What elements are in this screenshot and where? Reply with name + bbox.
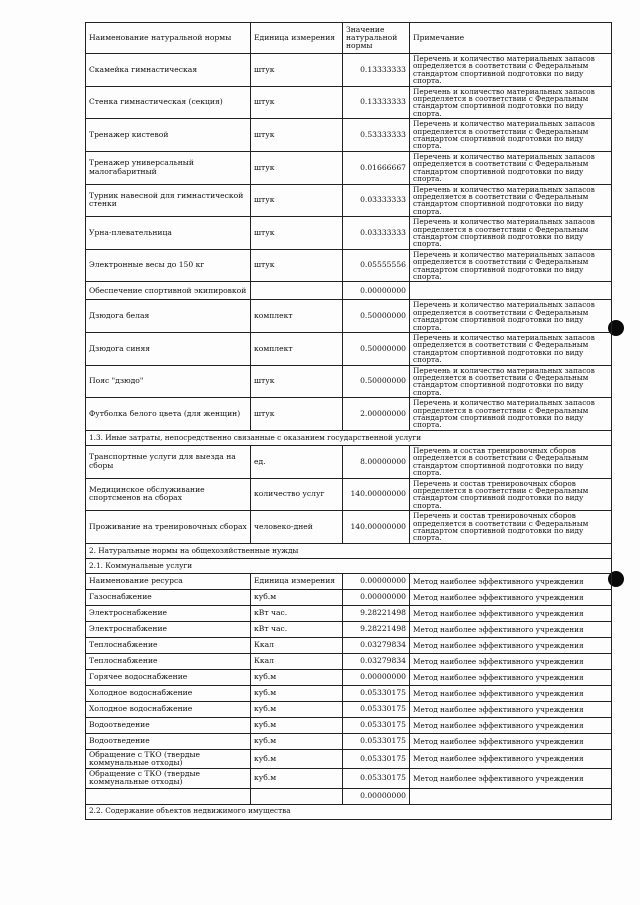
row-name: Пояс "дзюдо" <box>86 365 251 398</box>
row-value: 0.50000000 <box>343 365 410 398</box>
table-header-row <box>86 23 612 54</box>
section-row <box>86 804 612 819</box>
table-row-group <box>86 282 612 300</box>
row-name: Обращение с ТКО (твердые коммунальные отходы) <box>86 749 251 768</box>
header-unit: Единица измерения <box>251 23 343 54</box>
row-name: Электроснабжение <box>86 621 251 637</box>
table-row <box>86 669 612 685</box>
row-note: Перечень и количество материальных запасов определяется в соответствии с Федеральным стандартом спортивной подготовки по виду спорта. <box>410 300 612 333</box>
row-value: 0.53333333 <box>343 119 410 152</box>
table-row <box>86 637 612 653</box>
table-row <box>86 701 612 717</box>
util-header-value: 0.00000000 <box>343 573 410 589</box>
row-unit: куб.м <box>251 701 343 717</box>
row-unit: комплект <box>251 300 343 333</box>
section-title: 1.3. Иные затраты, непосредственно связанные с оказанием государственной услуги <box>86 430 612 445</box>
row-unit: куб.м <box>251 685 343 701</box>
row-name: Транспортные услуги для выезда на сборы <box>86 445 251 478</box>
row-unit <box>251 788 343 804</box>
row-note: Перечень и количество материальных запасов определяется в соответствии с Федеральным стандартом спортивной подготовки по виду спорта. <box>410 119 612 152</box>
table-row <box>86 151 612 184</box>
table-row-total <box>86 788 612 804</box>
row-value: 0.05330175 <box>343 685 410 701</box>
table-row <box>86 119 612 152</box>
row-unit: штук <box>251 54 343 87</box>
row-name: Проживание на тренировочных сборах <box>86 511 251 544</box>
row-note: Метод наиболее эффективного учреждения <box>410 653 612 669</box>
table-row <box>86 733 612 749</box>
row-value: 2.00000000 <box>343 398 410 431</box>
table-row <box>86 54 612 87</box>
header-note: Примечание <box>410 23 612 54</box>
row-name: Холодное водоснабжение <box>86 685 251 701</box>
row-note <box>410 282 612 300</box>
row-unit: штук <box>251 365 343 398</box>
row-unit: Ккал <box>251 653 343 669</box>
table-row <box>86 86 612 119</box>
row-unit: куб.м <box>251 733 343 749</box>
row-value: 140.00000000 <box>343 511 410 544</box>
row-unit: штук <box>251 217 343 250</box>
row-note: Метод наиболее эффективного учреждения <box>410 685 612 701</box>
row-unit: куб.м <box>251 769 343 788</box>
row-name: Горячее водоснабжение <box>86 669 251 685</box>
table-row <box>86 769 612 788</box>
table-row <box>86 605 612 621</box>
table-row <box>86 717 612 733</box>
row-unit: штук <box>251 249 343 282</box>
row-note <box>410 788 612 804</box>
row-value: 0.50000000 <box>343 300 410 333</box>
row-unit: Ккал <box>251 637 343 653</box>
section-title: 2.2. Содержание объектов недвижимого имущества <box>86 804 612 819</box>
row-value: 9.28221498 <box>343 621 410 637</box>
row-note: Метод наиболее эффективного учреждения <box>410 621 612 637</box>
row-value: 0.00000000 <box>343 669 410 685</box>
row-value: 140.00000000 <box>343 478 410 511</box>
section-row <box>86 543 612 558</box>
row-name: Газоснабжение <box>86 589 251 605</box>
table-row <box>86 685 612 701</box>
row-name: Медицинское обслуживание спортсменов на сборах <box>86 478 251 511</box>
row-value: 0.05330175 <box>343 769 410 788</box>
row-value: 0.00000000 <box>343 282 410 300</box>
row-unit <box>251 282 343 300</box>
row-unit: кВт час. <box>251 605 343 621</box>
row-note: Перечень и состав тренировочных сборов определяется в соответствии с Федеральным стандартом спортивной подготовки по виду спорта. <box>410 511 612 544</box>
row-value: 0.00000000 <box>343 589 410 605</box>
row-note: Метод наиболее эффективного учреждения <box>410 701 612 717</box>
row-unit: человеко-дней <box>251 511 343 544</box>
row-name: Тренажер кистевой <box>86 119 251 152</box>
table-row <box>86 249 612 282</box>
table-row <box>86 333 612 366</box>
row-name: Футболка белого цвета (для женщин) <box>86 398 251 431</box>
row-unit: штук <box>251 86 343 119</box>
row-note: Метод наиболее эффективного учреждения <box>410 573 612 589</box>
row-unit: штук <box>251 119 343 152</box>
row-note: Метод наиболее эффективного учреждения <box>410 637 612 653</box>
table-row <box>86 217 612 250</box>
row-value: 8.00000000 <box>343 445 410 478</box>
row-note: Метод наиболее эффективного учреждения <box>410 669 612 685</box>
row-name: Обращение с ТКО (твердые коммунальные отходы) <box>86 769 251 788</box>
row-value: 0.00000000 <box>343 788 410 804</box>
row-value: 0.03279834 <box>343 637 410 653</box>
norms-table <box>85 22 612 820</box>
row-name: Водоотведение <box>86 717 251 733</box>
row-name: Теплоснабжение <box>86 653 251 669</box>
row-note: Перечень и количество материальных запасов определяется в соответствии с Федеральным стандартом спортивной подготовки по виду спорта. <box>410 54 612 87</box>
table-row <box>86 589 612 605</box>
row-name <box>86 788 251 804</box>
row-unit: количество услуг <box>251 478 343 511</box>
row-name: Электронные весы до 150 кг <box>86 249 251 282</box>
util-header-name: Наименование ресурса <box>86 573 251 589</box>
row-value: 0.03279834 <box>343 653 410 669</box>
table-row <box>86 478 612 511</box>
row-value: 0.05330175 <box>343 733 410 749</box>
row-name: Дзюдога синяя <box>86 333 251 366</box>
row-unit: куб.м <box>251 749 343 768</box>
row-name: Скамейка гимнастическая <box>86 54 251 87</box>
util-header-unit: Единица измерения <box>251 573 343 589</box>
row-unit: куб.м <box>251 717 343 733</box>
row-value: 0.05330175 <box>343 701 410 717</box>
row-value: 0.05330175 <box>343 749 410 768</box>
section-title: 2. Натуральные нормы на общехозяйственные нужды <box>86 543 612 558</box>
row-note: Перечень и количество материальных запасов определяется в соответствии с Федеральным стандартом спортивной подготовки по виду спорта. <box>410 86 612 119</box>
row-unit: штук <box>251 398 343 431</box>
row-value: 0.03333333 <box>343 184 410 217</box>
row-unit: штук <box>251 151 343 184</box>
row-name: Обеспечение спортивной экипировкой <box>86 282 251 300</box>
table-row <box>86 184 612 217</box>
section-title: 2.1. Коммунальные услуги <box>86 558 612 573</box>
row-value: 0.03333333 <box>343 217 410 250</box>
row-value: 0.50000000 <box>343 333 410 366</box>
row-note: Метод наиболее эффективного учреждения <box>410 589 612 605</box>
row-note: Перечень и количество материальных запасов определяется в соответствии с Федеральным стандартом спортивной подготовки по виду спорта. <box>410 365 612 398</box>
row-value: 0.05555556 <box>343 249 410 282</box>
row-note: Перечень и состав тренировочных сборов определяется в соответствии с Федеральным стандартом спортивной подготовки по виду спорта. <box>410 445 612 478</box>
row-value: 0.05330175 <box>343 717 410 733</box>
row-name: Электроснабжение <box>86 605 251 621</box>
table-row <box>86 749 612 768</box>
table-row <box>86 621 612 637</box>
table-row <box>86 365 612 398</box>
row-value: 0.13333333 <box>343 86 410 119</box>
row-unit: кВт час. <box>251 621 343 637</box>
row-note: Метод наиболее эффективного учреждения <box>410 749 612 768</box>
row-value: 0.01666667 <box>343 151 410 184</box>
table-row <box>86 511 612 544</box>
row-unit: куб.м <box>251 669 343 685</box>
header-name: Наименование натуральной нормы <box>86 23 251 54</box>
row-note: Перечень и количество материальных запасов определяется в соответствии с Федеральным стандартом спортивной подготовки по виду спорта. <box>410 333 612 366</box>
row-name: Тренажер универсальный малогабаритный <box>86 151 251 184</box>
section-row <box>86 558 612 573</box>
row-value: 0.13333333 <box>343 54 410 87</box>
section-row <box>86 430 612 445</box>
row-note: Перечень и количество материальных запасов определяется в соответствии с Федеральным стандартом спортивной подготовки по виду спорта. <box>410 249 612 282</box>
table-row <box>86 300 612 333</box>
row-unit: ед. <box>251 445 343 478</box>
row-name: Дзюдога белая <box>86 300 251 333</box>
row-note: Перечень и количество материальных запасов определяется в соответствии с Федеральным стандартом спортивной подготовки по виду спорта. <box>410 151 612 184</box>
row-unit: комплект <box>251 333 343 366</box>
row-note: Метод наиболее эффективного учреждения <box>410 605 612 621</box>
row-name: Водоотведение <box>86 733 251 749</box>
row-value: 9.28221498 <box>343 605 410 621</box>
utility-header-row <box>86 573 612 589</box>
row-name: Урна-плевательница <box>86 217 251 250</box>
row-note: Метод наиболее эффективного учреждения <box>410 769 612 788</box>
row-note: Перечень и количество материальных запасов определяется в соответствии с Федеральным стандартом спортивной подготовки по виду спорта. <box>410 184 612 217</box>
row-unit: куб.м <box>251 589 343 605</box>
row-name: Стенка гимнастическая (секция) <box>86 86 251 119</box>
row-note: Перечень и состав тренировочных сборов определяется в соответствии с Федеральным стандартом спортивной подготовки по виду спорта. <box>410 478 612 511</box>
row-note: Метод наиболее эффективного учреждения <box>410 733 612 749</box>
row-note: Перечень и количество материальных запасов определяется в соответствии с Федеральным стандартом спортивной подготовки по виду спорта. <box>410 398 612 431</box>
row-unit: штук <box>251 184 343 217</box>
row-note: Перечень и количество материальных запасов определяется в соответствии с Федеральным стандартом спортивной подготовки по виду спорта. <box>410 217 612 250</box>
header-value: Значение натуральной нормы <box>343 23 410 54</box>
row-note: Метод наиболее эффективного учреждения <box>410 717 612 733</box>
table-row <box>86 445 612 478</box>
row-name: Теплоснабжение <box>86 637 251 653</box>
row-name: Турник навесной для гимнастической стенки <box>86 184 251 217</box>
row-name: Холодное водоснабжение <box>86 701 251 717</box>
table-row <box>86 653 612 669</box>
table-row <box>86 398 612 431</box>
